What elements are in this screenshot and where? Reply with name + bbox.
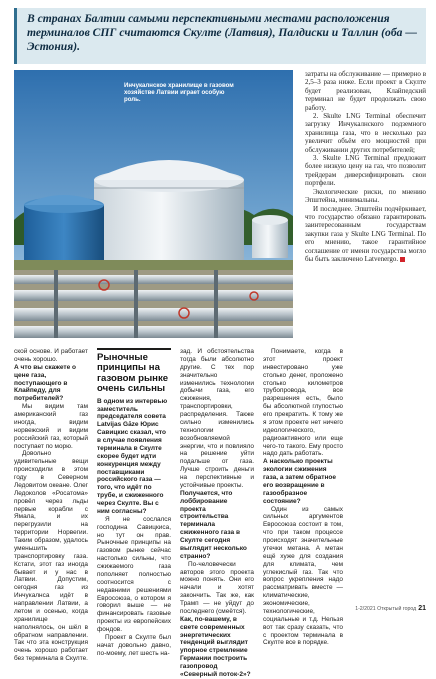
paragraph: Довольно удивительные вещи происходили в этом году в Северном Ледовитом океане. Олег Ледоколов «Росатома» провёл через льды первые корабли с Ямала, и их перегрузили на территории Норвегии. Таким образом, удалось уменьшить транспортировку газа. Кстати, этот газ иногда бывает и у нас в Латвии. Допустим, сегодня газ из Инчукалнса идёт в направлении Латвии, а летом и осенью, когда хранилище наполнялось, он шёл в обратном направлении. Так что эта конструкция очень хорошо работает без терминала в Скулте.: [14, 450, 88, 663]
storage-tanks-photo: [14, 70, 293, 338]
right-paragraph-last: [305, 205, 426, 264]
paragraph: Понимаете, когда в этот проект инвестировано уже столько денег, проложено столько километров трубопровода, все разрешения есть, было бы абсолютной глупостью его прекратить. К тому же я этом проекте нет ничего идеологического, радиоактивного или еще чего-то такого. Ему просто надо дать работать.: [263, 348, 343, 458]
header-quote: В странах Балтии самыми перспективными местами расположения терминалов СПГ считаются Скулте (Латвия), Палдиски и Таллин (оба — Эстония).: [27, 12, 417, 53]
paragraph: По-человечески авторов этого проекта можно понять. Они его начали и хотят закончить. Так же, как Трамп — не уйдут до последнего (смеётся).: [180, 560, 254, 615]
header-quote-box: [14, 8, 426, 64]
issue-label: 1-2/2021 Открытый город: [355, 606, 417, 612]
paragraph: Один из самых сильных аргументов Евросоюза состоит в том, что при таком процессе происходят значительные утечки метана. А метан ещё хуже для создания для климата, чем углекислый газ. Так что вопрос укрепления надо рассматривать вместе — климатические, экономические, технологические, социальные и т.д. Нельзя вот так сразу сказать, что с проектом терминала в Скулте все в порядке.: [263, 505, 343, 647]
text-column-4: [263, 348, 343, 647]
page-number: 21: [418, 605, 426, 612]
paragraph: Проект в Скулте был начат довольно давно, по-моему, лет шесть на-: [97, 633, 171, 657]
interview-question: В одном из интервью заместитель председателя совета Latvijas Gāze Юрис Савицкис сказал, что в случае появления терминала в Скулте скорее будет идти конкуренция между поставщиками российского газа — того, что идёт по трубе, и сжиженного через Скулте. Вы с ним согласны?: [97, 397, 168, 515]
article-end-mark: [400, 257, 405, 262]
paragraph: ской основе. И работает очень хорошо.: [14, 348, 88, 363]
paragraph: Я не сослался господина Савицкиса, но тут он прав. Рыночные принципы на газовом рынке сейчас настолько сильны, что сжижаемого газа пополняет полностью соотносится с недавними решениями Евросоюза, о котором я говорил выше — не финансировать газовые проекты из европейских фондов.: [97, 515, 171, 633]
paragraph: Мы видим там американский газ иногда, видим норвежский и видим российский газ, который поступает по морю.: [14, 403, 88, 450]
right-paragraph: 3. Skulte LNG Terminal предложит более низкую цену на газ, что позволит трейдерам диверсифицировать свои портфели.: [305, 154, 426, 188]
section-rule: [97, 348, 171, 350]
right-paragraph-text: И последнее. Эпштейн подчёркивает, что государство обязано гарантировать заинтересованным государствам закупки газа у Skulte LNG Terminal. По его мнению, такое гарантийное соглашение от имени государства могло бы быть заключено Latvenergo.: [305, 204, 426, 263]
photo-illustration: [14, 70, 293, 338]
right-paragraph: 2. Skulte LNG Terminal обеспечит загрузку Инчукалнского подземного хранилища газа, что в несколько раз увеличит объём его мощностей при обслуживании других потребителей;: [305, 112, 426, 154]
photo-caption: Инчукалнское хранилище в газовом хозяйстве Латвии играет особую роль.: [124, 82, 234, 104]
right-paragraph: затраты на обслуживание — примерно в 2,5–3 раза ниже. Если проект в Скулте будет реализован, Клайпедский терминал не будет продолжать свою работу.: [305, 70, 426, 112]
interview-question: А что вы скажете о цене газа, поступающего в Клайпеду, для потребителей?: [14, 363, 77, 403]
text-column-2: [97, 348, 171, 658]
text-column-3: [180, 348, 254, 679]
interview-question: А насколько проекты экологии сжижения газа, а затем обратное его возвращение в газообразное состояние?: [263, 458, 337, 505]
right-text-column: [305, 70, 426, 263]
page-footer: [355, 605, 426, 612]
section-heading: Рыночные принципы на газовом рынке очень сильны: [97, 352, 169, 395]
interview-question: Получается, что лоббирование проекта строительства терминала сжиженного газа в Скулте сегодня выглядит несколько странно?: [180, 489, 247, 560]
text-column-1: [14, 348, 88, 663]
paragraph: зад. И обстоятельства тогда были абсолютно другие. С тех пор значительно изменились технологии добычи газа, его сжижения, транспортировки, распределения. Также сильно изменились технологии возобновляемой энергии, что и повлияло на решение уйти подальше от газа. Лучше строить деньги на перспективные и устойчивые проекты.: [180, 348, 254, 489]
right-paragraph: Экологические риски, по мнению Эпштейна, минимальны.: [305, 187, 426, 205]
interview-question: Как, по-вашему, в свете современных энергетических тенденций выглядит упорное стремление Германии построить газопровод «Северный поток-2»?: [180, 615, 251, 678]
